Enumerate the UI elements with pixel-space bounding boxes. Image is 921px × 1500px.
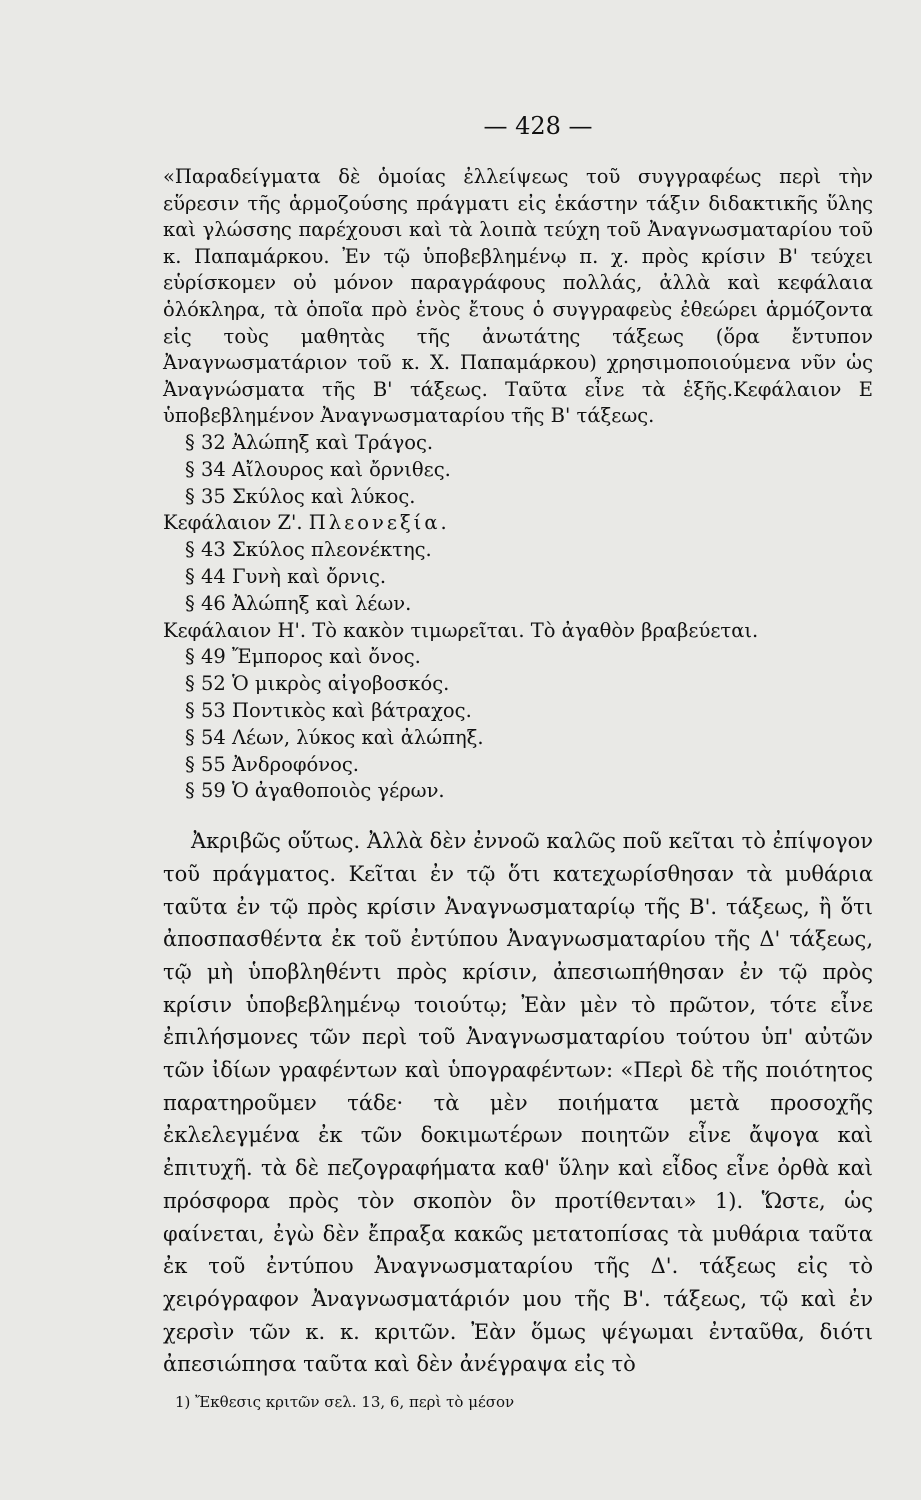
list-item: § 46 Ἀλώπηξ καὶ λέων. [185,591,412,615]
list-item: § 52 Ὁ μικρὸς αἰγοβοσκός. [185,672,450,696]
list-item: § 59 Ὁ ἀγαθοποιὸς γέρων. [185,779,445,803]
section-h-list [163,644,873,805]
response-paragraph: Ἀκριβῶς οὕτως. Ἀλλὰ δὲν ἐννοῶ καλῶς ποῦ κεῖται τὸ ἐπίψογον τοῦ πράγματος. Κεῖται ἐν τῷ ὅτι κατεχωρίσθησαν τὰ μυθάρια ταῦτα ἐν τῷ πρὸς κρίσιν Ἀναγνωσματαρίῳ τῆς Β'. τάξεως, ἢ ὅτι ἀποσπασθέντα ἐκ τοῦ ἐντύπου Ἀναγνωσματαρίου τῆς Δ' τάξεως, τῷ μὴ ὑποβληθέντι πρὸς κρίσιν, ἀπεσιωπήθησαν ἐν τῷ πρὸς κρίσιν ὑποβεβλημένῳ τοιούτῳ; Ἐὰν μὲν τὸ πρῶτον, τότε εἶνε ἐπιλήσμονες τῶν περὶ τοῦ Ἀναγνωσματαρίου τούτου ὑπ' αὐτῶν τῶν ἰδίων γραφέντων καὶ ὑπογραφέντων: «Περὶ δὲ τῆς ποιότητος παρατηροῦμεν τάδε· τὰ μὲν ποιήματα μετὰ προσοχῆς ἐκλελεγμένα ἐκ τῶν δοκιμωτέρων ποιητῶν εἶνε ἄψογα καὶ ἐπιτυχῆ. τὰ δὲ πεζογραφήματα καθ' ὕλην καὶ εἶδος εἶνε ὀρθὰ καὶ πρόσφορα πρὸς τὸν σκοπὸν ὃν προτίθενται» 1). Ὥστε, ὡς φαίνεται, ἐγὼ δὲν ἔπραξα κακῶς μετατοπίσας τὰ μυθάρια ταῦτα ἐκ τοῦ ἐντύπου Ἀναγνωσματαρίου τῆς Δ'. τάξεως εἰς τὸ χειρόγραφον Ἀναγνωσματάριόν μου τῆς Β'. τάξεως, τῷ καὶ ἐν χερσὶν τῶν κ. κ. κριτῶν. Ἐὰν ὅμως ψέγωμαι ἐνταῦθα, διότι ἀπεσιώπησα ταῦτα καὶ δὲν ἀνέγραψα εἰς τὸ [163,829,873,1377]
list-item: § 35 Σκύλος καὶ λύκος. [185,484,416,508]
list-item: § 32 Ἀλώπηξ καὶ Τράγος. [185,430,434,454]
list-item: § 49 Ἔμπορος καὶ ὄνος. [185,645,421,669]
list-item: § 54 Λέων, λύκος καὶ ἀλώπηξ. [185,725,484,749]
chapter-z-heading [163,510,873,537]
list-item: § 55 Ἀνδροφόνος. [185,752,359,776]
page-number: — 428 — [483,112,593,140]
section-z-list [163,537,873,617]
list-item: § 53 Ποντικὸς καὶ βάτραχος. [185,698,472,722]
quote-paragraph: «Παραδείγματα δὲ ὁμοίας ἐλλείψεως τοῦ συγγραφέως περὶ τὴν εὕρεσιν τῆς ἁρμοζούσης πράγματι εἰς ἑκάστην τάξιν διδακτικῆς ὕλης καὶ γλώσσης παρέχουσι καὶ τὰ λοιπὰ τεύχη τοῦ Ἀναγνωσματαρίου τοῦ κ. Παπαμάρκου. Ἐν τῷ ὑποβεβλημένῳ π. χ. πρὸς κρίσιν Β' τεύχει εὑρίσκομεν οὐ μόνον παραγράφους πολλάς, ἀλλὰ καὶ κεφάλαια ὁλόκληρα, τὰ ὁποῖα πρὸ ἑνὸς ἔτους ὁ συγγραφεὺς ἐθεώρει ἁρμόζοντα εἰς τοὺς μαθητὰς τῆς ἀνωτάτης τάξεως (ὅρα ἔντυπον Ἀναγνωσματάριον τοῦ κ. Χ. Παπαμάρκου) χρησιμοποιούμενα νῦν ὡς Ἀναγνώσματα τῆς Β' τάξεως. Ταῦτα εἶνε τὰ ἑξῆς.Κεφάλαιον Ε ὑποβεβλημένον Ἀναγνωσματαρίου τῆς Β' τάξεως. [163,165,873,428]
list-item: § 43 Σκύλος πλεονέκτης. [185,538,432,562]
list-item: § 34 Αἴλουρος καὶ ὄρνιθες. [185,457,451,481]
section-e-list [163,430,873,510]
chapter-h-heading: Κεφάλαιον Η'. Τὸ κακὸν τιμωρεῖται. Τὸ ἀγαθὸν βραβεύεται. [163,618,759,642]
chapter-z-title: Πλεονεξία. [308,511,450,535]
chapter-z-label: Κεφάλαιον Ζ'. [163,511,303,535]
footnote: 1) Ἔκθεσις κριτῶν σελ. 13, 6, περὶ τὸ μέσον [175,1393,515,1412]
list-item: § 44 Γυνὴ καὶ ὄρνις. [185,564,387,588]
